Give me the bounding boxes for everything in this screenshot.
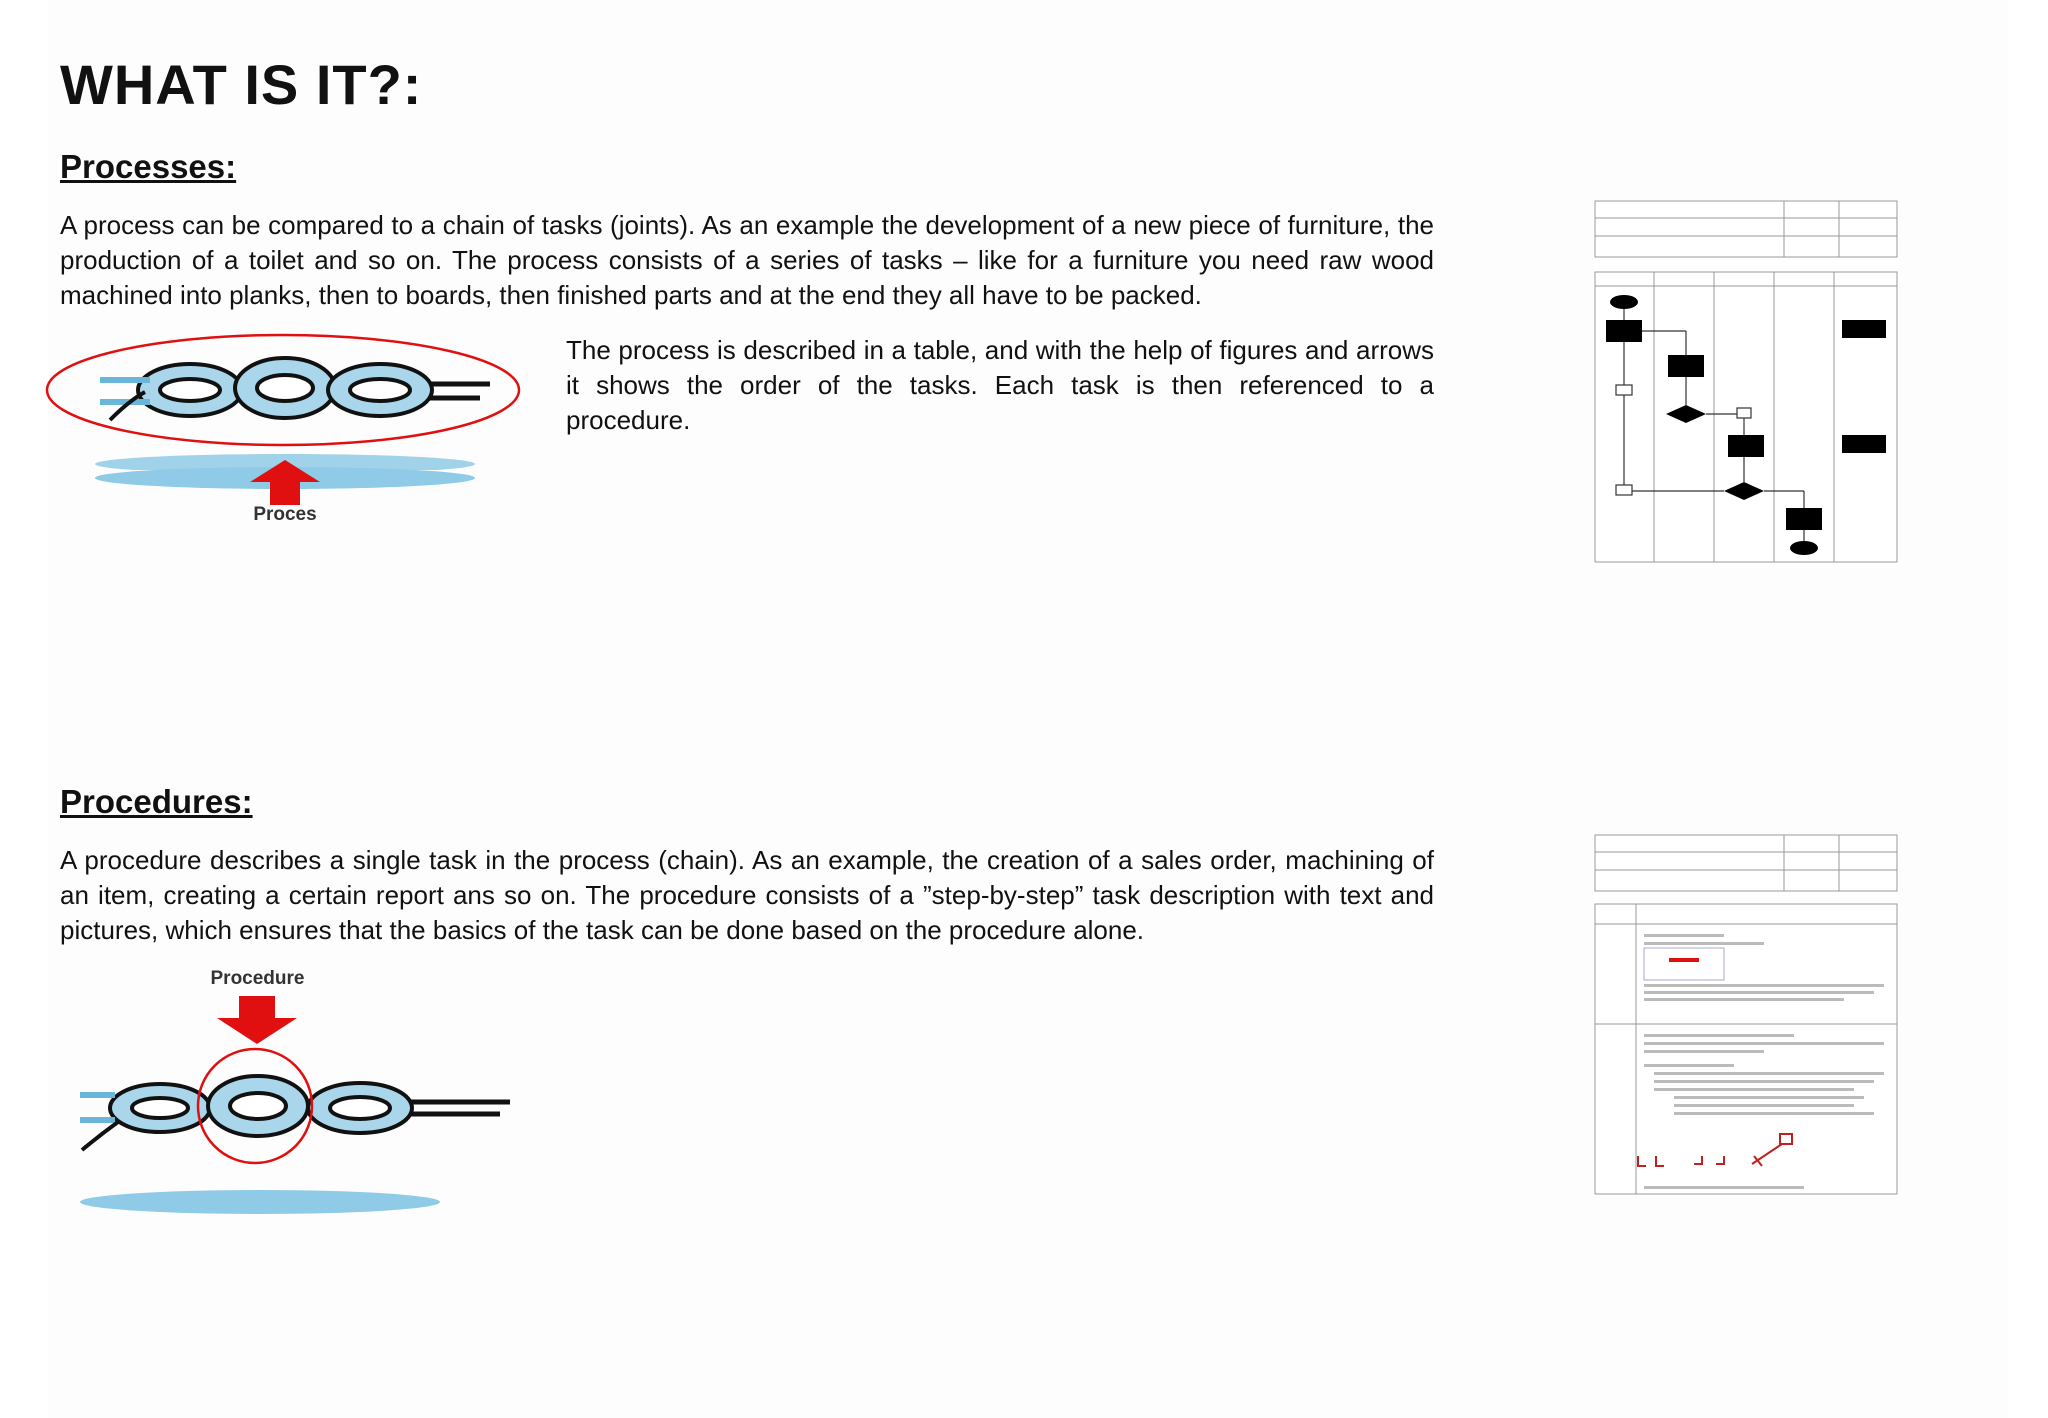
- process-document-thumbnail: [1594, 200, 1899, 565]
- procedure-chain-illustration: [70, 1040, 530, 1220]
- chain-icon: [100, 358, 490, 420]
- document-arrows: [1638, 1134, 1792, 1166]
- processes-heading: Processes:: [60, 148, 237, 185]
- down-arrow-icon: [217, 996, 297, 1044]
- procedure-document-thumbnail: [1594, 834, 1899, 1196]
- processes-paragraph: A process can be compared to a chain of tasks (joints). As an example the development of a new piece of furniture, the production of a toilet and so on. The process consists of a series of tasks – like for a furniture you need raw wood machined into planks, then to boards, then finished parts and at the end they all have to be packed.: [60, 210, 1434, 310]
- process-caption: Proces: [253, 504, 317, 525]
- flowchart-shapes: [1606, 295, 1886, 555]
- chain-icon: [80, 1076, 510, 1150]
- up-arrow-icon: [250, 460, 320, 505]
- process-chain-illustration: [40, 330, 530, 470]
- procedures-heading: Procedures:: [60, 783, 253, 820]
- document-text-lines: [1644, 934, 1884, 1189]
- page-title: WHAT IS IT?:: [60, 53, 423, 116]
- procedure-caption: Procedure: [210, 968, 305, 989]
- processes-side-paragraph: The process is described in a table, and with the help of figures and arrows it shows the order of the tasks. Each task is then referenced to a procedure.: [566, 335, 1434, 435]
- procedure-shadow: [80, 1190, 440, 1214]
- procedures-paragraph: A procedure describes a single task in the process (chain). As an example, the creation of a sales order, machining of an item, creating a certain report ans so on. The procedure consists of a ”step-by-step” task description with text and pictures, which ensures that the basics of the task can be done based on the procedure alone.: [60, 845, 1434, 945]
